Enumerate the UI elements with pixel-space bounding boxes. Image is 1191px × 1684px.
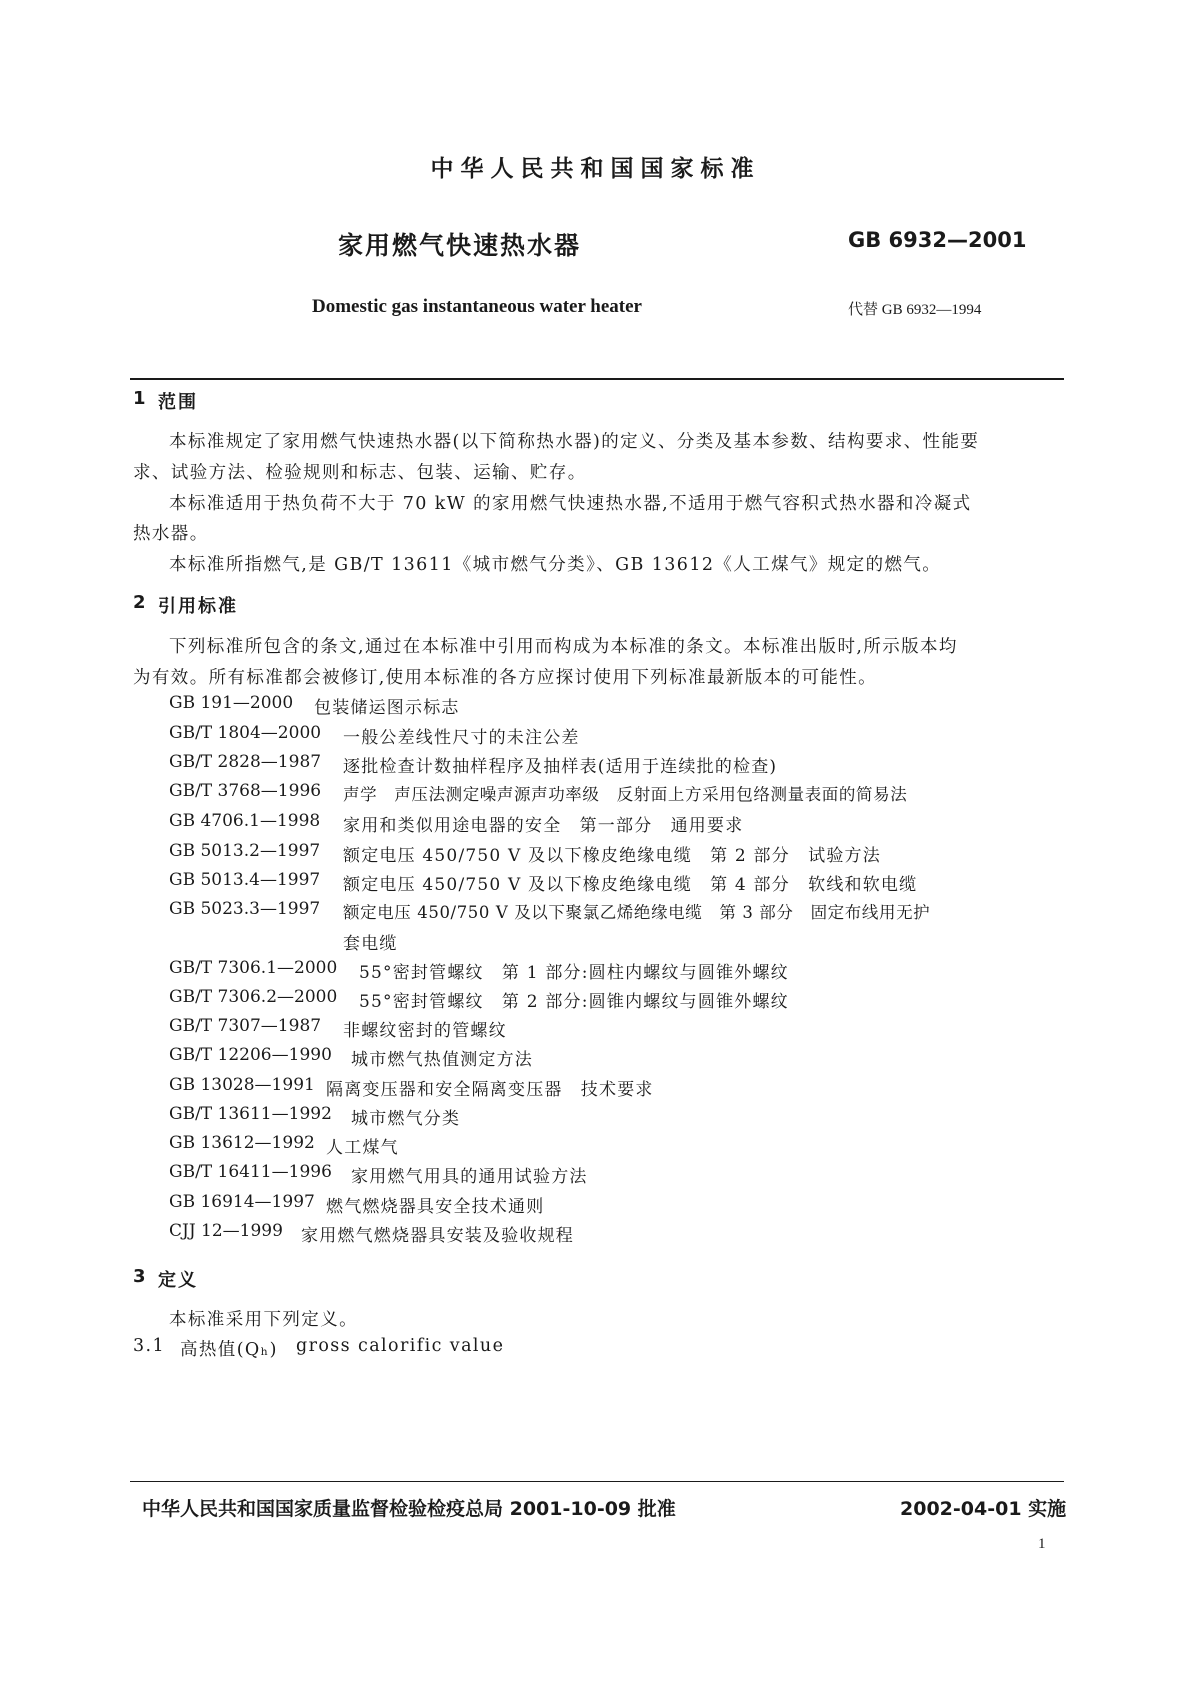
ref-code: GB/T 12206—1990	[169, 1045, 332, 1065]
section-1-paragraph: 本标准规定了家用燃气快速热水器(以下简称热水器)的定义、分类及基本参数、结构要求、性能要	[169, 432, 980, 452]
ref-code: GB 5013.4—1997	[169, 870, 321, 890]
ref-title: 人工煤气	[326, 1138, 399, 1158]
section-3-number: 3	[133, 1266, 146, 1287]
section-1-paragraph: 求、试验方法、检验规则和标志、包装、运输、贮存。	[133, 463, 587, 483]
ref-title: 包装储运图示标志	[314, 698, 460, 718]
ref-title: 55°密封管螺纹 第 1 部分:圆柱内螺纹与圆锥外螺纹	[359, 963, 789, 983]
ref-title: 声学 声压法测定噪声源声功率级 反射面上方采用包络测量表面的简易法	[343, 785, 908, 804]
implementation-date: 2002-04-01 实施	[900, 1498, 1067, 1520]
header-divider	[130, 378, 1064, 380]
ref-code: GB/T 7306.2—2000	[169, 987, 338, 1007]
section-3-title: 定义	[158, 1270, 198, 1291]
footer-divider	[130, 1481, 1064, 1482]
ref-title: 额定电压 450/750 V 及以下聚氯乙烯绝缘电缆 第 3 部分 固定布线用无护	[343, 903, 931, 922]
section-2-paragraph: 为有效。所有标准都会被修订,使用本标准的各方应探讨使用下列标准最新版本的可能性。	[133, 668, 878, 688]
ref-title: 家用和类似用途电器的安全 第一部分 通用要求	[343, 816, 744, 836]
page-number: 1	[1038, 1536, 1046, 1552]
ref-code: GB/T 2828—1987	[169, 752, 322, 772]
subsection-3-1-title-cn: 高热值(Qₕ)	[180, 1340, 278, 1360]
ref-title: 城市燃气分类	[351, 1109, 461, 1129]
ref-code: GB 13612—1992	[169, 1133, 315, 1153]
ref-code: GB/T 1804—2000	[169, 723, 322, 743]
ref-title: 燃气燃烧器具安全技术通则	[326, 1197, 545, 1217]
section-1-title: 范围	[158, 392, 198, 413]
section-1-number: 1	[133, 388, 146, 409]
replaces-standard: 代替 GB 6932—1994	[848, 302, 982, 318]
ref-code: GB 191—2000	[169, 693, 294, 713]
section-1-paragraph: 本标准所指燃气,是 GB/T 13611《城市燃气分类》、GB 13612《人工煤气》规定的燃气。	[169, 555, 942, 575]
ref-code: GB/T 3768—1996	[169, 781, 322, 801]
ref-title: 隔离变压器和安全隔离变压器 技术要求	[326, 1080, 654, 1100]
ref-title: 额定电压 450/750 V 及以下橡皮绝缘电缆 第 4 部分 软线和软电缆	[343, 875, 918, 895]
ref-code: GB 5023.3—1997	[169, 899, 321, 919]
document-title-cn: 家用燃气快速热水器	[338, 231, 582, 260]
ref-code: GB 4706.1—1998	[169, 811, 321, 831]
subsection-3-1-title-en: gross calorific value	[296, 1336, 505, 1356]
section-1-paragraph: 热水器。	[133, 524, 209, 544]
national-standard-heading: 中华人民共和国国家标准	[430, 156, 761, 182]
ref-title: 家用燃气燃烧器具安装及验收规程	[301, 1226, 574, 1246]
ref-title: 非螺纹密封的管螺纹	[343, 1021, 507, 1041]
ref-code: CJJ 12—1999	[169, 1221, 283, 1241]
standard-number: GB 6932—2001	[848, 228, 1027, 252]
ref-code: GB 13028—1991	[169, 1075, 315, 1095]
ref-title: 城市燃气热值测定方法	[351, 1050, 533, 1070]
ref-title: 逐批检查计数抽样程序及抽样表(适用于连续批的检查)	[343, 757, 778, 777]
document-title-en: Domestic gas instantaneous water heater	[312, 296, 642, 317]
section-2-title: 引用标准	[158, 596, 238, 617]
ref-code: GB/T 16411—1996	[169, 1162, 332, 1182]
ref-title: 55°密封管螺纹 第 2 部分:圆锥内螺纹与圆锥外螺纹	[359, 992, 789, 1012]
ref-code: GB/T 7306.1—2000	[169, 958, 338, 978]
ref-code: GB 16914—1997	[169, 1192, 315, 1212]
ref-title: 额定电压 450/750 V 及以下橡皮绝缘电缆 第 2 部分 试验方法	[343, 846, 881, 866]
ref-title: 家用燃气用具的通用试验方法	[351, 1167, 588, 1187]
section-3-paragraph: 本标准采用下列定义。	[169, 1310, 358, 1330]
ref-code: GB/T 13611—1992	[169, 1104, 332, 1124]
subsection-3-1-number: 3.1	[133, 1336, 166, 1356]
ref-title-continuation: 套电缆	[343, 934, 398, 954]
section-2-number: 2	[133, 592, 146, 613]
section-1-paragraph: 本标准适用于热负荷不大于 70 kW 的家用燃气快速热水器,不适用于燃气容积式热水器和冷凝式	[169, 494, 972, 514]
ref-code: GB/T 7307—1987	[169, 1016, 322, 1036]
ref-title: 一般公差线性尺寸的未注公差	[343, 728, 580, 748]
section-2-paragraph: 下列标准所包含的条文,通过在本标准中引用而构成为本标准的条文。本标准出版时,所示版本均	[169, 637, 958, 657]
ref-code: GB 5013.2—1997	[169, 841, 321, 861]
issuer-approval: 中华人民共和国国家质量监督检验检疫总局 2001-10-09 批准	[142, 1498, 676, 1520]
